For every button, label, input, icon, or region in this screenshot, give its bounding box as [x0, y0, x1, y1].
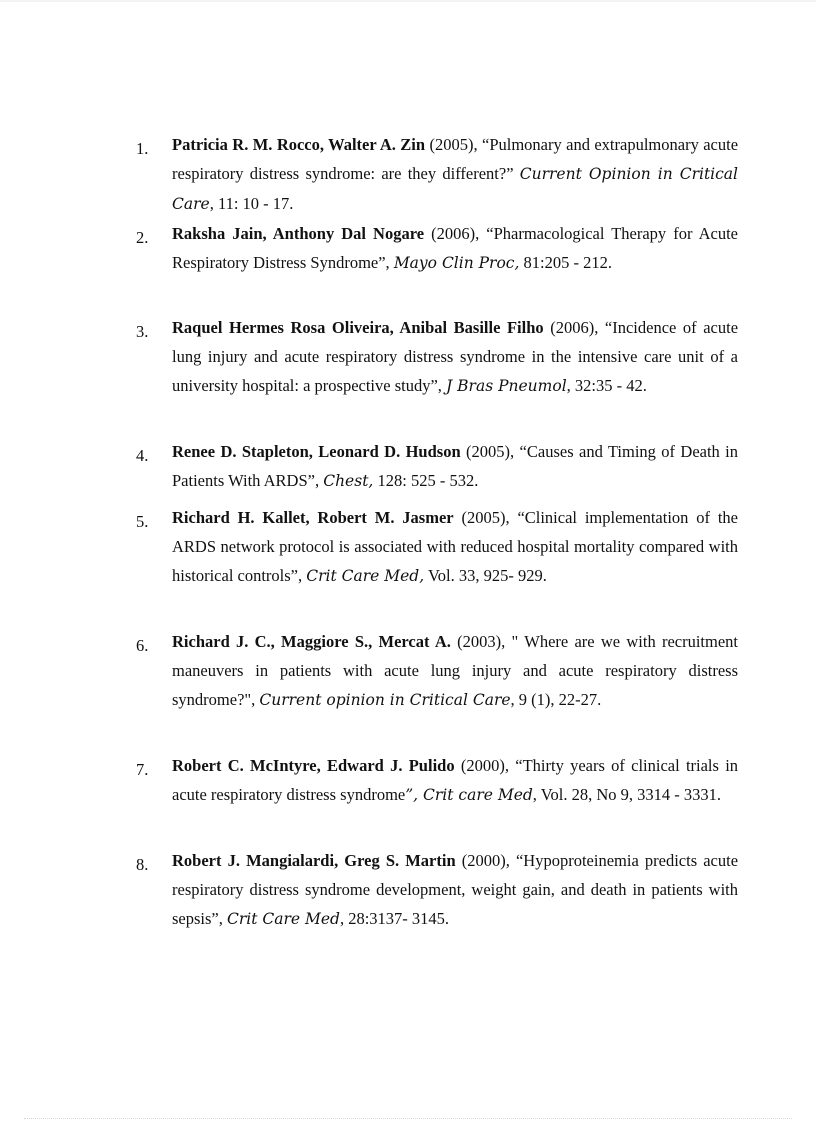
reference-text — [172, 627, 738, 715]
reference-source: Chest, — [323, 472, 374, 490]
reference-details: , 9 (1), 22-27. — [510, 690, 602, 709]
reference-year: (2006), — [431, 224, 480, 243]
reference-title: “Causes and Timing of Death in Patients With ARDS”, — [172, 442, 739, 490]
reference-number: 3. — [136, 322, 149, 341]
reference-title: “Incidence of acute lung injury and acute respiratory distress syndrome in the intensive care unit of a university hospital: a prospective study”, — [172, 318, 739, 395]
reference-authors: Robert J. Mangialardi, Greg S. Martin — [172, 851, 456, 870]
reference-number: 6. — [136, 636, 149, 655]
reference-title: “Pulmonary and extrapulmonary acute respiratory distress syndrome: are they different?” — [172, 135, 739, 183]
reference-title: " Where are we with recruitment maneuvers in patients with acute lung injury and acute respiratory distress syndrome?", — [172, 632, 738, 709]
reference-text — [172, 130, 738, 219]
reference-details: 81:205 - 212. — [519, 253, 612, 272]
reference-source: Crit Care Med, — [306, 567, 425, 585]
reference-text — [172, 437, 738, 496]
reference-title: “Thirty years of clinical trials in acute respiratory distress syndrome — [172, 756, 739, 804]
reference-authors: Robert C. McIntyre, Edward J. Pulido — [172, 756, 455, 775]
reference-title: “Hypoproteinemia predicts acute respiratory distress syndrome development, weight gain, and death in patients with sepsis”, — [172, 851, 739, 928]
reference-source: Mayo Clin Proc, — [393, 254, 520, 272]
reference-year: (2000), — [461, 851, 510, 870]
page-bottom-edge — [24, 1118, 792, 1119]
reference-year: (2000), — [460, 756, 509, 775]
reference-year: (2003), — [457, 632, 506, 651]
reference-year: (2006), — [550, 318, 599, 337]
reference-number: 2. — [136, 228, 149, 247]
reference-text — [172, 313, 738, 401]
reference-authors: Raksha Jain, Anthony Dal Nogare — [172, 224, 425, 243]
reference-details: Vol. 33, 925- 929. — [424, 566, 547, 585]
reference-authors: Renee D. Stapleton, Leonard D. Hudson — [172, 442, 461, 461]
reference-number: 4. — [136, 446, 149, 465]
reference-details: , 11: 10 - 17. — [209, 194, 294, 213]
reference-number: 1. — [136, 139, 149, 158]
reference-source: Crit Care Med — [227, 910, 340, 928]
reference-source: ”, Crit care Med — [405, 786, 533, 804]
reference-details: 128: 525 - 532. — [373, 471, 479, 490]
reference-authors: Raquel Hermes Rosa Oliveira, Anibal Basille Filho — [172, 318, 544, 337]
reference-authors: Richard J. C., Maggiore S., Mercat A. — [172, 632, 451, 651]
page-top-edge — [0, 0, 816, 2]
reference-text — [172, 751, 738, 810]
reference-details: , 32:35 - 42. — [566, 376, 647, 395]
reference-source: J Bras Pneumol — [446, 377, 567, 395]
reference-year: (2005), — [429, 135, 478, 154]
reference-authors: Richard H. Kallet, Robert M. Jasmer — [172, 508, 454, 527]
reference-title: “Clinical implementation of the ARDS network protocol is associated with reduced hospital mortality compared with historical controls”, — [172, 508, 738, 585]
reference-text — [172, 846, 738, 934]
reference-title: “Pharmacological Therapy for Acute Respiratory Distress Syndrome”, — [172, 224, 738, 272]
reference-text — [172, 219, 738, 278]
reference-source: Current Opinion in Critical Care — [172, 165, 739, 213]
reference-details: , Vol. 28, No 9, 3314 - 3331. — [532, 785, 722, 804]
reference-authors: Patricia R. M. Rocco, Walter A. Zin — [172, 135, 426, 154]
reference-details: , 28:3137- 3145. — [339, 909, 450, 928]
reference-year: (2005), — [466, 442, 515, 461]
reference-number: 7. — [136, 760, 149, 779]
reference-year: (2005), — [461, 508, 510, 527]
reference-number: 5. — [136, 512, 149, 531]
reference-text — [172, 503, 738, 591]
reference-number: 8. — [136, 855, 149, 874]
reference-source: Current opinion in Critical Care — [259, 691, 511, 709]
